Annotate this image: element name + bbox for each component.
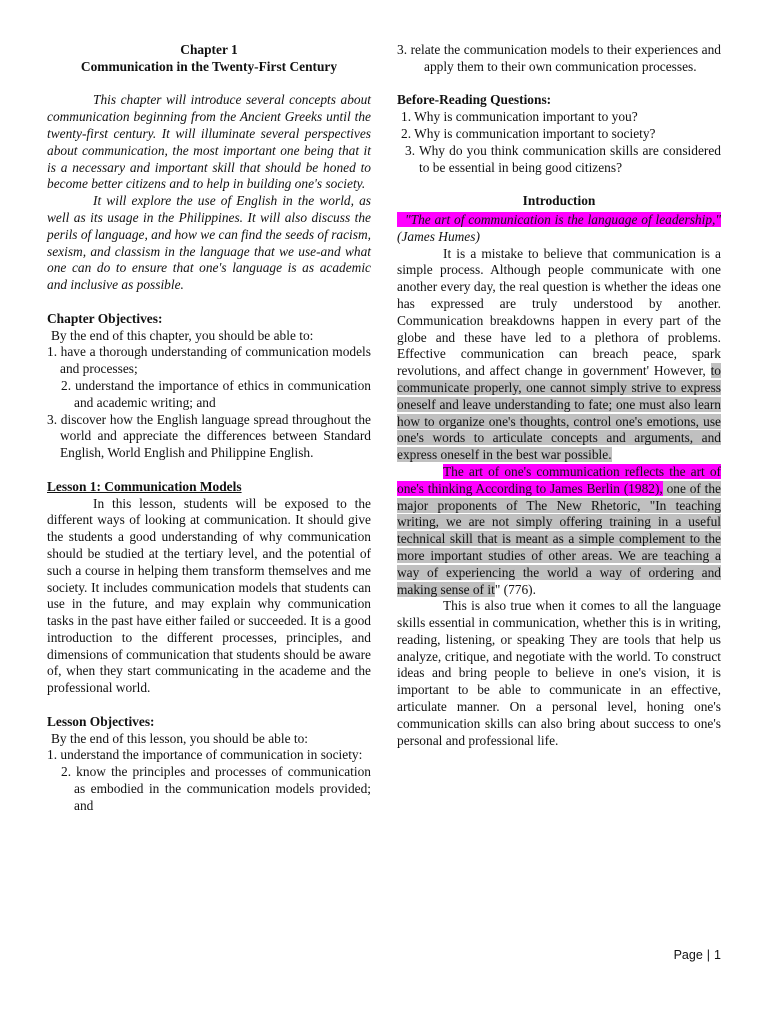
lesson-objective-2: 2. know the principles and processes of communication as embodied in the communication models provided; and [61, 764, 371, 813]
lesson-objectives-heading: Lesson Objectives: [47, 713, 155, 729]
chapter-label: Chapter 1 [180, 42, 238, 57]
intro-p2-grey: one of the major proponents of The New Rhetoric, "In teaching writing, we are not simply offering training in a useful technical skill that is meant as a simple complement to the more important studies of other areas. We are teaching a way of experiencing the world a way of ordering and making sense of it [397, 480, 721, 597]
introduction-paragraph-3: This is also true when it comes to all the language skills essential in communication, whether this is in writing, reading, listening, or speaking They are tools that help us analyze, critique, and negotiate with the world. To construct ideas and bring people to believe in one's vision, it is important to be able to communicate in an effective, articulate manner. On a personal level, honing one's communication skills can also bring about success to one's personal and professional life. [397, 598, 721, 748]
page-footer [674, 947, 721, 964]
chapter-objectives-heading: Chapter Objectives: [47, 310, 163, 326]
quote-text: "The art of communication is the language of leadership," [397, 212, 721, 227]
intro-p1-highlight: to communicate properly, one cannot simply strive to express oneself and leave understanding to fate; one must also learn how to organize one's thoughts, control one's emotions, use one's words to articulate concepts and arguments, and express oneself in the best war possible. [397, 363, 721, 463]
chapter-objectives-lead: By the end of this chapter, you should be able to: [51, 327, 314, 343]
right-column [397, 42, 721, 749]
before-reading-question-1: 1. Why is communication important to you? [401, 109, 638, 125]
before-reading-heading: Before-Reading Questions: [397, 92, 552, 108]
chapter-objective-1: 1. have a thorough understanding of communication models and processes; [47, 344, 371, 377]
page-separator: | [706, 948, 711, 962]
lesson-objectives-lead: By the end of this lesson, you should be able to: [51, 730, 308, 746]
quote-author: (James Humes) [397, 228, 480, 244]
introduction-paragraph-2 [397, 464, 721, 598]
introduction-heading: Introduction [522, 193, 596, 209]
intro-p1-plain: It is a mistake to believe that communication is a simple process. Although people communicate with one another every day, the real question is whether the ideas one has expressed are truly understood by another. Communication breakdowns happen in every part of the globe and these have led to a plethora of problems. Effective communication can breach peace, spark revolutions, and affect change in government' However, [397, 245, 721, 379]
introduction-quote [397, 210, 721, 246]
chapter-objective-3: 3. discover how the English language spread throughout the world and appreciate the differences between Standard English, World English and Philippine English. [47, 411, 371, 461]
lesson1-body: In this lesson, students will be exposed to the different ways of looking at communication. It should give the students a good understanding of why communication should be studied at the tertiary level, and the potential of such a course in helping them transform themselves and me society. It includes communication models that students can use in the future, and may explain why communication tasks in the past have either failed or succeeded. It is a good introduction to the different processes, principles, and dimensions of communication that students should be aware of, when they start communicating in the academe and the professional world. [47, 495, 371, 696]
page-label: Page [673, 948, 703, 962]
lesson-objective-3: 3. relate the communication models to their experiences and apply them to their own communication processes. [397, 42, 721, 74]
chapter-title: Communication in the Twenty-First Century [80, 58, 338, 74]
before-reading-question-3: 3. Why do you think communication skills are considered to be essential in being good citizens? [405, 142, 721, 175]
chapter-intro-paragraph-1: This chapter will introduce several concepts about communication beginning from the Ancient Greeks until the twenty-first century. It will illuminate several perspectives about communication, the most important one being that it is a necessary and important skill that should be honed to become better citizens and to help in building one's society. [47, 92, 371, 192]
intro-p2-magenta: The art of one's communication reflects the art of one's thinking According to James Berlin (1982), [397, 463, 721, 496]
intro-p2-tail: " (776). [494, 581, 536, 597]
page-number: 1 [714, 948, 721, 962]
introduction-paragraph-1 [397, 246, 721, 464]
chapter-intro-paragraph-2: It will explore the use of English in the world, as well as its usage in the Philippines. It will also discuss the perils of language, and how we can find the seeds of racism, sexism, and classism in the language that we use-and what one can do to ensure that one's language is as academic and inclusive as possible. [47, 193, 371, 293]
chapter-objective-2: 2. understand the importance of ethics in communication and academic writing; and [61, 377, 371, 410]
lesson1-heading: Lesson 1: Communication Models [47, 478, 242, 494]
left-column [47, 42, 371, 815]
before-reading-question-2: 2. Why is communication important to society? [401, 125, 656, 141]
lesson-objective-1: 1. understand the importance of communication in society: [47, 747, 363, 763]
